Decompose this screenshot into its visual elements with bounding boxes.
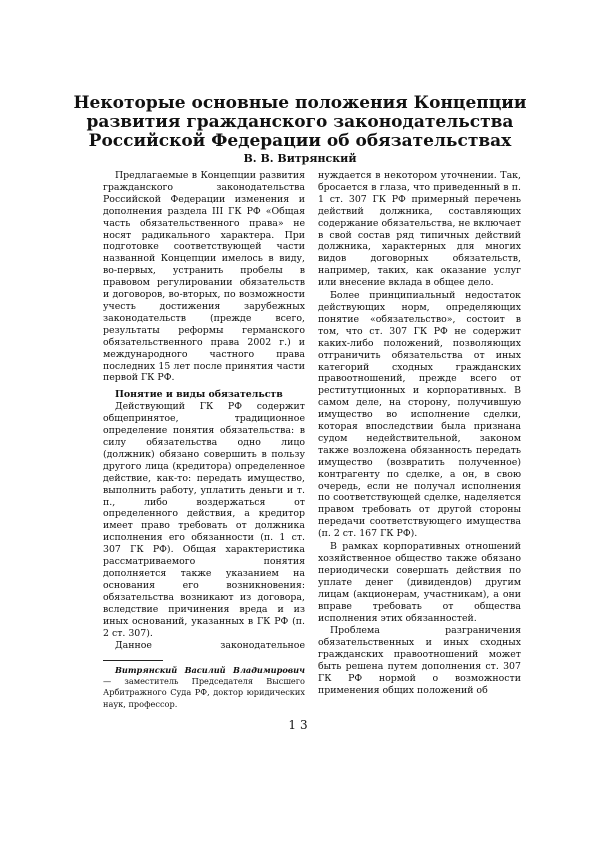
article-title [60, 94, 540, 151]
footnote-author-name: Витрянский Василий Владимирович [115, 665, 305, 675]
left-paragraph-2: Действующий ГК РФ содержит общепринятое, традиционное определение понятия обязательства: в силу обязательства одно лицо (должник) обязано совершить в пользу другого лица (кредитора) определенное действие, как-то: передать имущество, выполнить работу, уплатить деньги и т. п., либо воздержаться от определенного действия, а кредитор имеет право требовать от должника исполнения его обязанности (п. 1 ст. 307 ГК РФ). Общая характеристика рассматриваемого понятия дополняется также указанием на основания его возникновения: обязательства возникают из договора, вследствие причинения вреда и из иных оснований, указанных в ГК РФ (п. 2 ст. 307). [103, 401, 305, 639]
section-heading: Понятие и виды обязательств [115, 389, 283, 401]
footnote-author-info: — заместитель Председателя Высшего Арбитражного Суда РФ, доктор юридических наук, профессор. [103, 676, 305, 709]
footnote-divider [103, 660, 163, 661]
left-column [103, 170, 305, 650]
title-line-3: Российской Федерации об обязательствах [88, 131, 512, 151]
title-line-2: развития гражданского законодательства [86, 112, 514, 132]
right-paragraph-1: нуждается в некотором уточнении. Так, бросается в глаза, что приведенный в п. 1 ст. 307 ГК РФ примерный перечень действий должника, составляющих содержание обязательства, не включает в свой состав ряд типичных действий должника, характерных для многих видов договорных обязательств, например, таких, как оказание услуг или внесение вклада в общее дело. [318, 170, 521, 289]
right-paragraph-2: Более принципиальный недостаток действующих норм, определяющих понятие «обязательство», состоит в том, что ст. 307 ГК РФ не содержит каких-либо положений, позволяющих отграничить обязательства от иных категорий сходных гражданских правоотношений, прежде всего от реститутционных и корпоративных. В самом деле, на сторону, получившую имущество во исполнение сделки, которая впоследствии была признана судом недействительной, законом также возложена обязанность передать имущество (возвратить полученное) контрагенту по сделке, а он, в свою очередь, если не получал исполнения по соответствующей сделке, наделяется правом требовать от другой стороны передачи соответствующего имущества (п. 2 ст. 167 ГК РФ). [318, 290, 521, 540]
right-paragraph-4: Проблема разграничения обязательственных и иных сходных гражданских правоотношений может быть решена путем дополнения ст. 307 ГК РФ нормой о возможности применения общих положений об [318, 625, 521, 696]
left-paragraph-1: Предлагаемые в Концепции развития гражданского законодательства Российской Федерации изменения и дополнения раздела III ГК РФ «Общая часть обязательственного права» не носят радикального характера. При подготовке соответствующей части названной Концепции имелось в виду, во-первых, устранить пробелы в правовом регулировании обязательств и договоров, во-вторых, по возможности учесть достижения зарубежных законодательств (прежде всего, результаты реформы германского обязательственного права 2002 г.) и международного частного права последних 15 лет после принятия части первой ГК РФ. [103, 170, 305, 384]
title-line-1: Некоторые основные положения Концепции [73, 93, 527, 113]
article-author: В. В. Витрянский [243, 152, 357, 165]
right-paragraph-3: В рамках корпоративных отношений хозяйственное общество также обязано периодически совершать действия по уплате денег (дивидендов) другим лицам (акционерам, участникам), а они вправе требовать от общества исполнения этих обязанностей. [318, 541, 521, 624]
author-footnote [103, 665, 305, 710]
right-column [318, 170, 521, 698]
left-paragraph-3: Данное законодательное [115, 640, 305, 650]
page-number: 13 [288, 718, 312, 732]
